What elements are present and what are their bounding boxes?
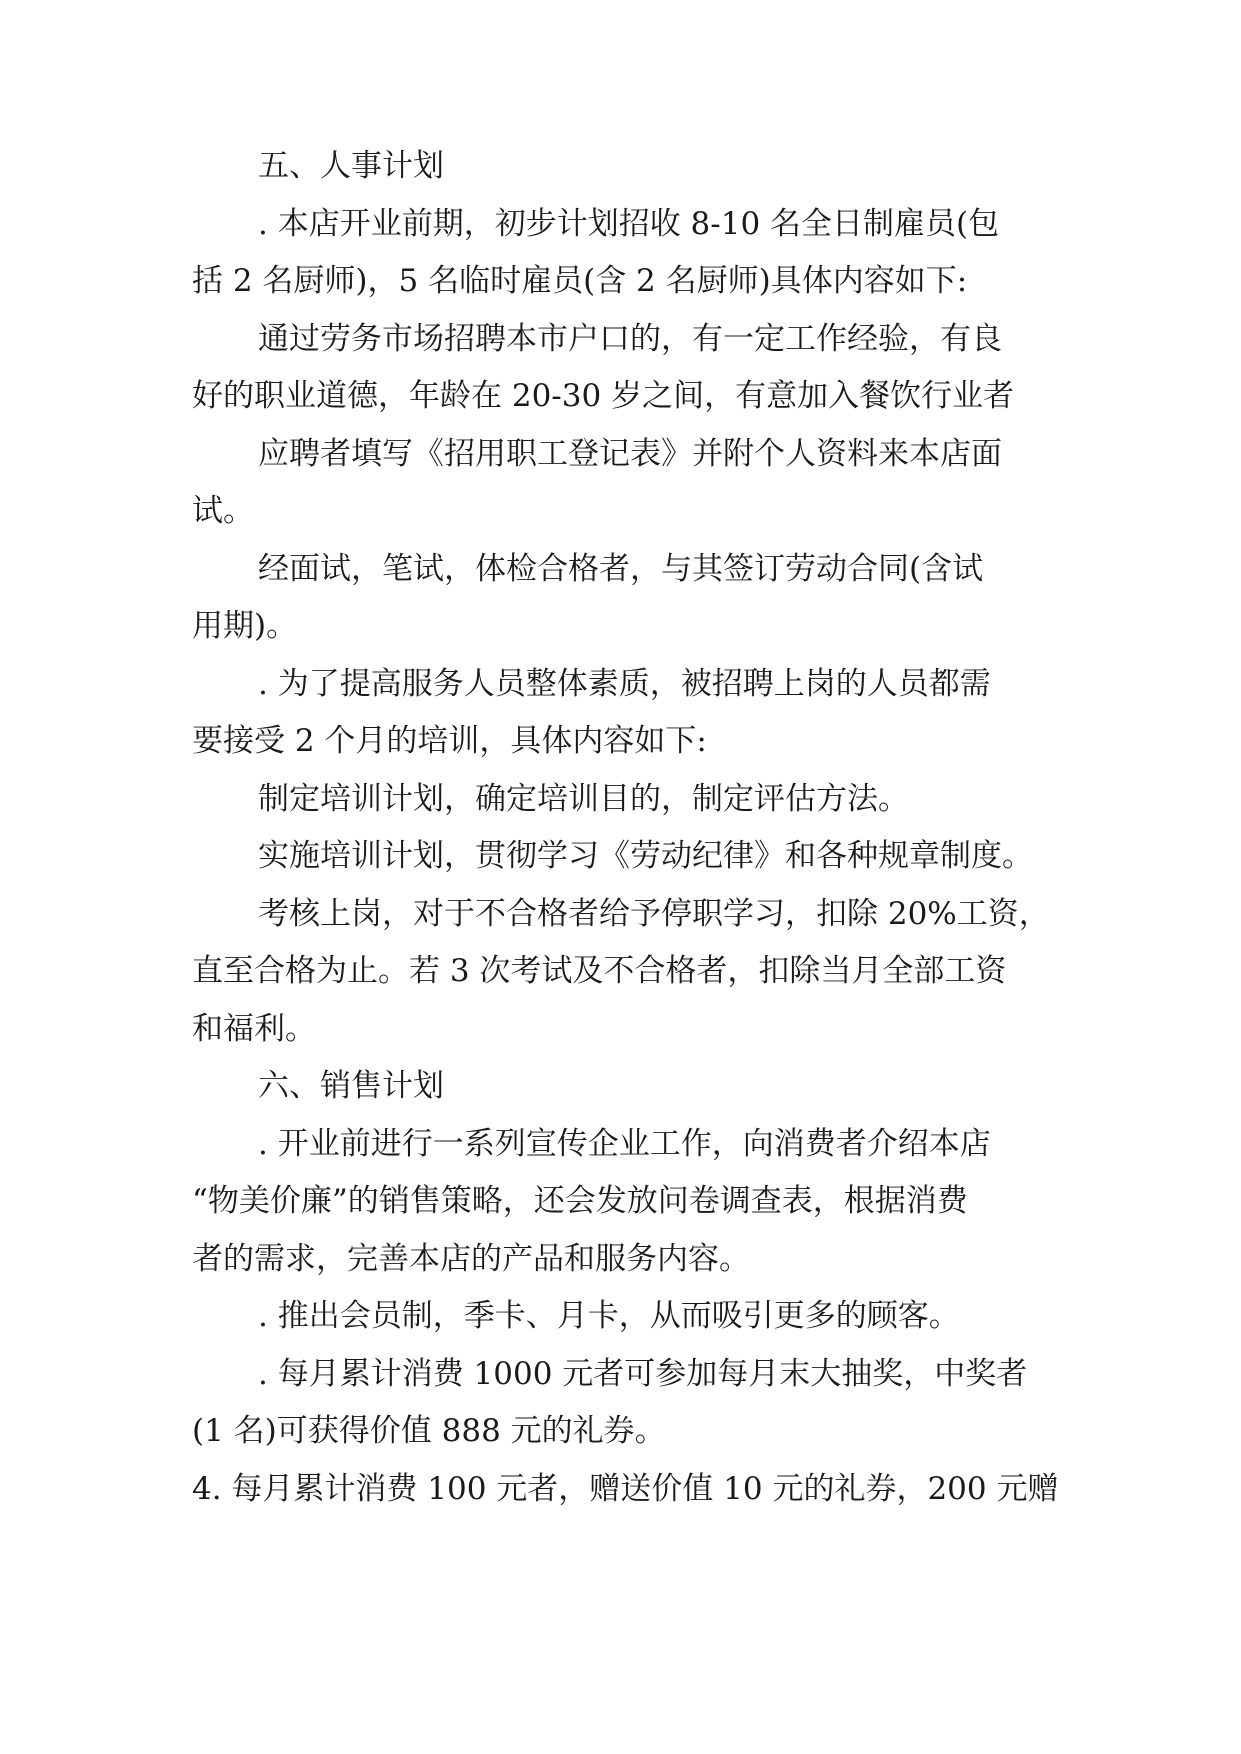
heading-sales-plan: 六、销售计划: [258, 1068, 444, 1104]
paragraph-line: 应聘者填写《招用职工登记表》并附个人资料来本店面: [258, 436, 1002, 472]
paragraph-line: . 每月累计消费 1000 元者可参加每月末大抽奖，中奖者: [258, 1356, 1028, 1392]
paragraph-line: . 开业前进行一系列宣传企业工作，向消费者介绍本店: [258, 1126, 991, 1162]
paragraph-line: 者的需求，完善本店的产品和服务内容。: [192, 1241, 750, 1277]
paragraph-line: 括 2 名厨师)，5 名临时雇员(含 2 名厨师)具体内容如下:: [192, 263, 968, 299]
paragraph-line: “物美价廉”的销售策略，还会发放问卷调查表，根据消费: [192, 1183, 968, 1219]
paragraph-line: 实施培训计划，贯彻学习《劳动纪律》和各种规章制度。: [258, 838, 1033, 874]
paragraph-line: . 本店开业前期，初步计划招收 8-10 名全日制雇员(包: [258, 206, 1000, 242]
paragraph-line: . 为了提高服务人员整体素质，被招聘上岗的人员都需: [258, 666, 991, 702]
paragraph-line: 经面试，笔试，体检合格者，与其签订劳动合同(含试: [258, 551, 984, 587]
heading-personnel-plan: 五、人事计划: [258, 148, 444, 184]
paragraph-line: 试。: [192, 493, 254, 529]
paragraph-line: 要接受 2 个月的培训，具体内容如下:: [192, 723, 707, 759]
paragraph-line: 制定培训计划，确定培训目的，制定评估方法。: [258, 781, 909, 817]
paragraph-line: (1 名)可获得价值 888 元的礼券。: [192, 1413, 666, 1449]
paragraph-line: 和福利。: [192, 1011, 316, 1047]
paragraph-line: 考核上岗，对于不合格者给予停职学习，扣除 20%工资，: [258, 896, 1050, 932]
paragraph-line: 通过劳务市场招聘本市户口的，有一定工作经验，有良: [258, 321, 1002, 357]
paragraph-line: 用期)。: [192, 608, 298, 644]
paragraph-line: 直至合格为止。若 3 次考试及不合格者，扣除当月全部工资: [192, 953, 1007, 989]
paragraph-line: . 推出会员制，季卡、月卡，从而吸引更多的顾客。: [258, 1298, 960, 1334]
paragraph-line: 4. 每月累计消费 100 元者，赠送价值 10 元的礼券，200 元赠: [192, 1471, 1059, 1507]
paragraph-line: 好的职业道德，年龄在 20-30 岁之间，有意加入餐饮行业者: [192, 378, 1015, 414]
